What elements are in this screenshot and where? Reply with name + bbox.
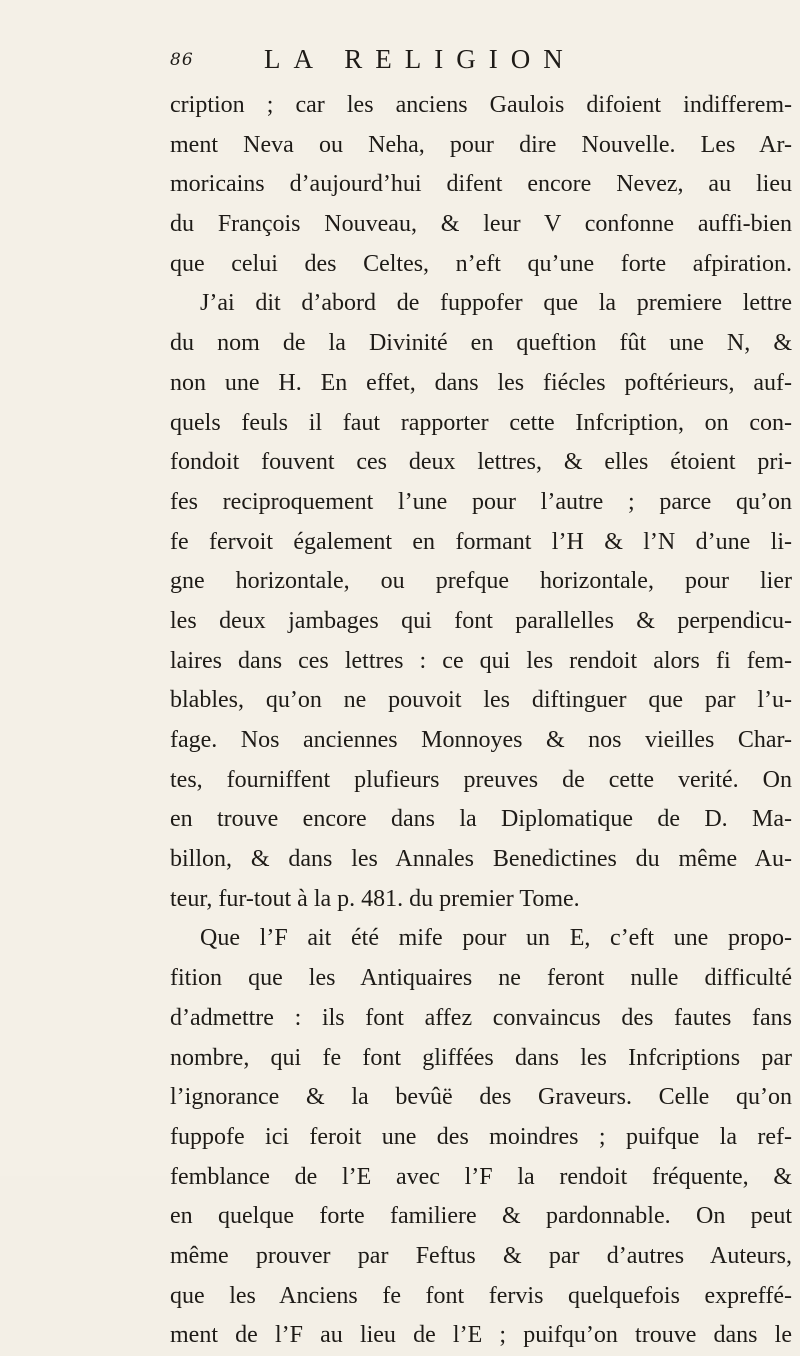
text-line: teur, fur-tout à la p. 481. du premier Tome.: [170, 885, 580, 912]
text-line: fition que les Antiquaires ne feront nulle difficulté: [170, 965, 792, 992]
page-header: [170, 44, 770, 80]
text-line: que celui des Celtes, n’eft qu’une forte afpiration.: [170, 250, 792, 277]
text-line: blables, qu’on ne pouvoit les diftinguer que par l’u-: [170, 687, 792, 714]
text-line: femblance de l’E avec l’F la rendoit fréquente, &: [170, 1163, 792, 1190]
text-line: fes reciproquement l’une pour l’autre ; parce qu’on: [170, 488, 792, 515]
body-text: [170, 86, 792, 1356]
page-number: 86: [170, 50, 194, 70]
text-line: fuppofe ici feroit une des moindres ; puifque la ref-: [170, 1123, 792, 1150]
text-line: laires dans ces lettres : ce qui les rendoit alors fi fem-: [170, 647, 792, 674]
running-title: LA RELIGION: [264, 44, 576, 74]
text-line: fondoit fouvent ces deux lettres, & elles étoient pri-: [170, 449, 792, 476]
text-line: Que l’F ait été mife pour un E, c’eft une propo-: [200, 925, 792, 952]
text-line: nombre, qui fe font gliffées dans les Infcriptions par: [170, 1044, 792, 1071]
text-line: en quelque forte familiere & pardonnable. On peut: [170, 1203, 792, 1230]
text-line: ment de l’F au lieu de l’E ; puifqu’on trouve dans le: [170, 1322, 792, 1349]
text-line: moricains d’aujourd’hui difent encore Nevez, au lieu: [170, 171, 792, 198]
text-line: fe fervoit également en formant l’H & l’N d’une li-: [170, 528, 792, 555]
text-line: billon, & dans les Annales Benedictines du même Au-: [170, 846, 792, 873]
text-line: J’ai dit d’abord de fuppofer que la premiere lettre: [200, 290, 792, 317]
text-line: l’ignorance & la bevûë des Graveurs. Celle qu’on: [170, 1084, 792, 1111]
text-line: fage. Nos anciennes Monnoyes & nos vieilles Char-: [170, 727, 792, 753]
text-line: d’admettre : ils font affez convaincus des fautes fans: [170, 1004, 792, 1031]
text-line: ment Neva ou Neha, pour dire Nouvelle. Les Ar-: [170, 131, 792, 158]
text-line: les deux jambages qui font parallelles & perpendicu-: [170, 607, 792, 634]
text-line: non une H. En effet, dans les fiécles poftérieurs, auf-: [170, 369, 792, 396]
text-line: gne horizontale, ou prefque horizontale, pour lier: [170, 568, 792, 595]
text-line: du François Nouveau, & leur V confonne auffi-bien: [170, 211, 792, 238]
text-line: cription ; car les anciens Gaulois difoient indifferem-: [170, 92, 792, 118]
text-line: même prouver par Feftus & par d’autres Auteurs,: [170, 1242, 792, 1269]
text-line: quels feuls il faut rapporter cette Infcription, on con-: [170, 409, 792, 436]
text-line: que les Anciens fe font fervis quelquefois expreffé-: [170, 1282, 792, 1309]
text-line: en trouve encore dans la Diplomatique de D. Ma-: [170, 806, 792, 833]
text-line: du nom de la Divinité en queftion fût une N, &: [170, 330, 792, 357]
text-line: tes, fourniffent plufieurs preuves de cette verité. On: [170, 766, 792, 793]
